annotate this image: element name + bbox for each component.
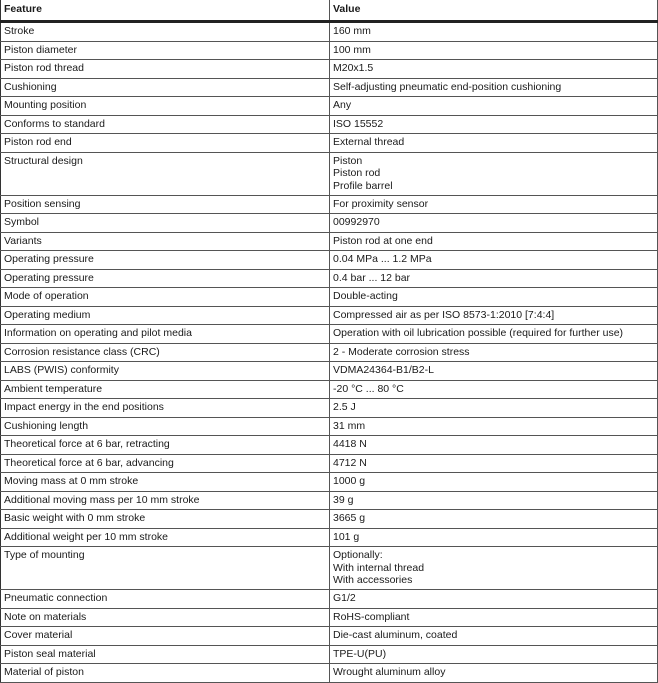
table-row xyxy=(1,195,658,214)
value-cell xyxy=(330,380,658,399)
feature-cell: Operating pressure xyxy=(1,269,330,288)
feature-cell: Information on operating and pilot media xyxy=(1,325,330,344)
value-line: Piston rod xyxy=(333,167,381,179)
feature-cell: Note on materials xyxy=(1,608,330,627)
value-cell xyxy=(330,232,658,251)
value-cell xyxy=(330,590,658,609)
feature-cell: Mode of operation xyxy=(1,288,330,307)
table-row xyxy=(1,510,658,529)
table-row xyxy=(1,547,658,590)
feature-cell: Cover material xyxy=(1,627,330,646)
value-cell xyxy=(330,436,658,455)
value-cell xyxy=(330,510,658,529)
feature-cell: Basic weight with 0 mm stroke xyxy=(1,510,330,529)
feature-cell: Operating pressure xyxy=(1,251,330,270)
value-line: 00992970 xyxy=(333,216,380,228)
value-cell xyxy=(330,608,658,627)
value-cell xyxy=(330,417,658,436)
table-row xyxy=(1,645,658,664)
table-row xyxy=(1,627,658,646)
feature-cell: Piston seal material xyxy=(1,645,330,664)
column-header-value: Value xyxy=(330,0,658,22)
table-row xyxy=(1,491,658,510)
column-header-feature: Feature xyxy=(1,0,330,22)
value-line: 0.4 bar ... 12 bar xyxy=(333,271,411,284)
table-row xyxy=(1,152,658,195)
value-line: Compressed air as per ISO 8573-1:2010 [7:4:4] xyxy=(333,308,555,321)
value-cell xyxy=(330,78,658,97)
feature-cell: LABS (PWIS) conformity xyxy=(1,362,330,381)
value-cell xyxy=(330,454,658,473)
feature-cell: Pneumatic connection xyxy=(1,590,330,609)
value-cell xyxy=(330,115,658,134)
table-row xyxy=(1,664,658,683)
value-cell xyxy=(330,195,658,214)
value-line: RoHS-compliant xyxy=(333,610,410,623)
value-cell xyxy=(330,60,658,79)
value-line: 2.5 J xyxy=(333,401,356,413)
table-row xyxy=(1,288,658,307)
value-line: 2 - Moderate corrosion stress xyxy=(333,345,470,358)
feature-cell: Cushioning xyxy=(1,78,330,97)
table-row xyxy=(1,380,658,399)
value-line: 4712 N xyxy=(333,456,367,469)
value-line: ISO 15552 xyxy=(333,117,384,130)
table-row xyxy=(1,343,658,362)
value-line: Self-adjusting pneumatic end-position cushioning xyxy=(333,80,562,93)
table-row xyxy=(1,269,658,288)
value-cell xyxy=(330,343,658,362)
value-line: With accessories xyxy=(333,574,413,586)
feature-cell: Conforms to standard xyxy=(1,115,330,134)
feature-cell: Impact energy in the end positions xyxy=(1,399,330,418)
value-cell xyxy=(330,97,658,116)
value-line: 160 mm xyxy=(333,25,371,37)
feature-cell: Structural design xyxy=(1,152,330,195)
value-cell xyxy=(330,547,658,590)
table-row xyxy=(1,115,658,134)
feature-cell: Variants xyxy=(1,232,330,251)
table-row xyxy=(1,590,658,609)
feature-cell: Piston rod thread xyxy=(1,60,330,79)
table-row xyxy=(1,251,658,270)
table-row xyxy=(1,41,658,60)
table-row xyxy=(1,454,658,473)
table-row xyxy=(1,78,658,97)
value-line: Wrought aluminum alloy xyxy=(333,666,446,678)
value-line: For proximity sensor xyxy=(333,197,429,210)
value-line: 100 mm xyxy=(333,43,371,56)
value-cell xyxy=(330,269,658,288)
table-row xyxy=(1,22,658,42)
value-line: 0.04 MPa ... 1.2 MPa xyxy=(333,253,432,265)
value-line: Piston xyxy=(333,154,363,167)
value-line: G1/2 xyxy=(333,592,356,604)
value-line: 4418 N xyxy=(333,438,367,450)
table-row xyxy=(1,362,658,381)
feature-cell: Piston rod end xyxy=(1,134,330,153)
table-row xyxy=(1,436,658,455)
value-cell xyxy=(330,288,658,307)
value-cell xyxy=(330,325,658,344)
value-line: Operation with oil lubrication possible (required for further use) xyxy=(333,327,624,339)
value-line: 3665 g xyxy=(333,512,366,524)
feature-cell: Mounting position xyxy=(1,97,330,116)
value-cell xyxy=(330,664,658,683)
value-line: 31 mm xyxy=(333,419,366,432)
feature-cell: Moving mass at 0 mm stroke xyxy=(1,473,330,492)
feature-cell: Corrosion resistance class (CRC) xyxy=(1,343,330,362)
table-row xyxy=(1,306,658,325)
value-line: 101 g xyxy=(333,530,360,543)
value-line: VDMA24364-B1/B2-L xyxy=(333,364,434,376)
value-cell xyxy=(330,399,658,418)
feature-cell: Theoretical force at 6 bar, advancing xyxy=(1,454,330,473)
value-cell xyxy=(330,251,658,270)
value-cell xyxy=(330,22,658,42)
table-row xyxy=(1,399,658,418)
value-line: Die-cast aluminum, coated xyxy=(333,629,458,641)
value-line: M20x1.5 xyxy=(333,62,374,74)
table-row xyxy=(1,97,658,116)
table-row xyxy=(1,60,658,79)
feature-cell: Operating medium xyxy=(1,306,330,325)
feature-cell: Additional weight per 10 mm stroke xyxy=(1,528,330,547)
value-line: TPE-U(PU) xyxy=(333,647,387,660)
value-cell xyxy=(330,362,658,381)
value-line: 39 g xyxy=(333,493,354,506)
feature-cell: Additional moving mass per 10 mm stroke xyxy=(1,491,330,510)
feature-cell: Material of piston xyxy=(1,664,330,683)
value-cell xyxy=(330,473,658,492)
feature-cell: Symbol xyxy=(1,214,330,233)
value-cell xyxy=(330,152,658,195)
feature-cell: Piston diameter xyxy=(1,41,330,60)
table-row xyxy=(1,417,658,436)
feature-cell: Ambient temperature xyxy=(1,380,330,399)
table-row xyxy=(1,528,658,547)
value-cell xyxy=(330,134,658,153)
feature-cell: Stroke xyxy=(1,22,330,42)
value-cell xyxy=(330,645,658,664)
table-row xyxy=(1,232,658,251)
spec-table-body xyxy=(1,22,658,683)
value-line: Any xyxy=(333,99,352,111)
value-line: 1000 g xyxy=(333,475,366,487)
value-line: With internal thread xyxy=(333,561,425,574)
value-line: Profile barrel xyxy=(333,179,393,192)
value-line: Optionally: xyxy=(333,549,383,561)
value-cell xyxy=(330,491,658,510)
value-line: Double-acting xyxy=(333,290,398,302)
value-line: Piston rod at one end xyxy=(333,234,433,247)
table-row xyxy=(1,608,658,627)
value-line: External thread xyxy=(333,136,405,148)
table-row xyxy=(1,473,658,492)
table-row xyxy=(1,134,658,153)
feature-cell: Theoretical force at 6 bar, retracting xyxy=(1,436,330,455)
value-cell xyxy=(330,528,658,547)
feature-cell: Type of mounting xyxy=(1,547,330,590)
value-line: -20 °C ... 80 °C xyxy=(333,382,404,395)
value-cell xyxy=(330,306,658,325)
table-header-row xyxy=(1,0,658,22)
feature-cell: Cushioning length xyxy=(1,417,330,436)
table-row xyxy=(1,214,658,233)
value-cell xyxy=(330,214,658,233)
feature-cell: Position sensing xyxy=(1,195,330,214)
value-cell xyxy=(330,627,658,646)
value-cell xyxy=(330,41,658,60)
table-row xyxy=(1,325,658,344)
